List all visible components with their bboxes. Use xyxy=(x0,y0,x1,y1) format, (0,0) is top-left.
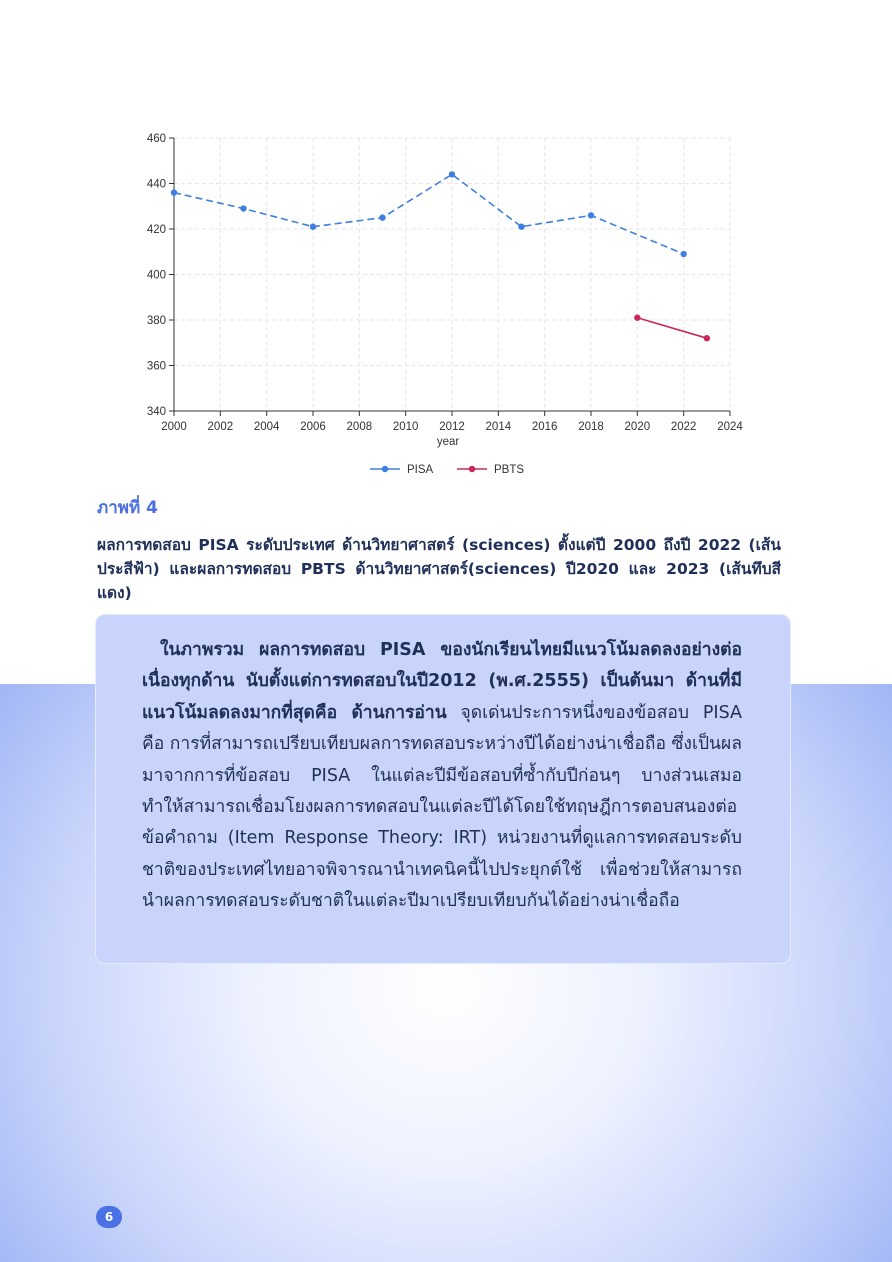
data-point-pisa xyxy=(310,224,316,230)
data-point-pisa xyxy=(680,251,686,257)
x-tick-label: 2006 xyxy=(300,421,326,433)
x-tick-label: 2014 xyxy=(485,421,512,433)
data-point-pisa xyxy=(379,214,385,220)
y-tick-label: 440 xyxy=(146,178,166,191)
figure-caption: ผลการทดสอบ PISA ระดับประเทศ ด้านวิทยาศาสตร์ (sciences) ตั้งแต่ปี 2000 ถึงปี 2022 (เส้นประสีฟ้า) และผลการทดสอบ PBTS ด้านวิทยาศาสตร์(sciences) ปี2020 และ 2023 (เส้นทึบสีแดง) xyxy=(97,536,781,602)
y-tick-label: 340 xyxy=(146,406,166,418)
data-point-pisa xyxy=(449,171,455,177)
chart-svg xyxy=(130,128,750,488)
data-point-pisa xyxy=(171,189,177,195)
x-tick-label: 2022 xyxy=(670,421,697,433)
y-tick-label: 380 xyxy=(146,315,166,327)
y-tick-label: 400 xyxy=(146,269,166,282)
data-point-pisa xyxy=(588,212,594,218)
data-point-pbts xyxy=(704,335,710,341)
x-tick-label: 2010 xyxy=(392,421,419,433)
y-tick-label: 420 xyxy=(146,224,166,236)
x-axis-label: year xyxy=(436,436,460,448)
summary-lead-text: ในภาพรวม ผลการทดสอบ PISA ของนักเรียนไทยมีแนวโน้มลดลงอย่างต่อเนื่องทุกด้าน นับตั้งแต่การทดสอบในปี2012 (พ.ศ.2555) เป็นต้นมา ด้านที่มีแนวโน้มลดลงมากที่สุดคือ ด้านการอ่าน xyxy=(142,640,742,723)
x-tick-label: 2002 xyxy=(207,421,234,433)
legend-swatch-marker xyxy=(382,466,388,472)
x-tick-label: 2008 xyxy=(346,421,373,433)
data-point-pisa xyxy=(240,205,246,211)
x-tick-label: 2000 xyxy=(161,421,187,433)
page-number-badge: 6 xyxy=(96,1206,122,1228)
legend-label: PBTS xyxy=(494,464,525,476)
y-tick-label: 360 xyxy=(146,360,166,373)
summary-text-box xyxy=(95,614,791,964)
x-tick-label: 2012 xyxy=(439,421,465,433)
x-tick-label: 2024 xyxy=(717,421,743,433)
series-line-pisa xyxy=(174,174,684,254)
data-point-pisa xyxy=(518,224,524,230)
x-tick-label: 2020 xyxy=(624,421,651,433)
figure-label: ภาพที่ 4 xyxy=(97,498,158,518)
series-line-pbts xyxy=(637,318,706,338)
science-scores-chart xyxy=(130,128,750,488)
data-point-pbts xyxy=(634,315,640,321)
y-tick-label: 460 xyxy=(146,133,166,145)
summary-body-text: จุดเด่นประการหนึ่งของข้อสอบ PISA คือ การที่สามารถเปรียบเทียบผลการทดสอบระหว่างปีได้อย่างน่าเชื่อถือ ซึ่งเป็นผลมาจากการที่ข้อสอบ PISA ในแต่ละปีมีข้อสอบที่ซ้ำกับปีก่อนๆ บางส่วนเสมอ ทำให้สามารถเชื่อมโยงผลการทดสอบในแต่ละปีได้โดยใช้ทฤษฎีการตอบสนองต่อข้อคำถาม (Item Response Theory: IRT) หน่วยงานที่ดูแลการทดสอบระดับชาติของประเทศไทยอาจพิจารณานำเทคนิคนี้ไปประยุกต์ใช้ เพื่อช่วยให้สามารถนำผลการทดสอบระดับชาติในแต่ละปีมาเปรียบเทียบกันได้อย่างน่าเชื่อถือ xyxy=(142,702,742,912)
x-tick-label: 2016 xyxy=(531,421,558,433)
legend-label: PISA xyxy=(407,464,434,476)
legend-swatch-marker xyxy=(469,466,475,472)
x-tick-label: 2004 xyxy=(253,421,280,433)
x-tick-label: 2018 xyxy=(578,421,604,433)
